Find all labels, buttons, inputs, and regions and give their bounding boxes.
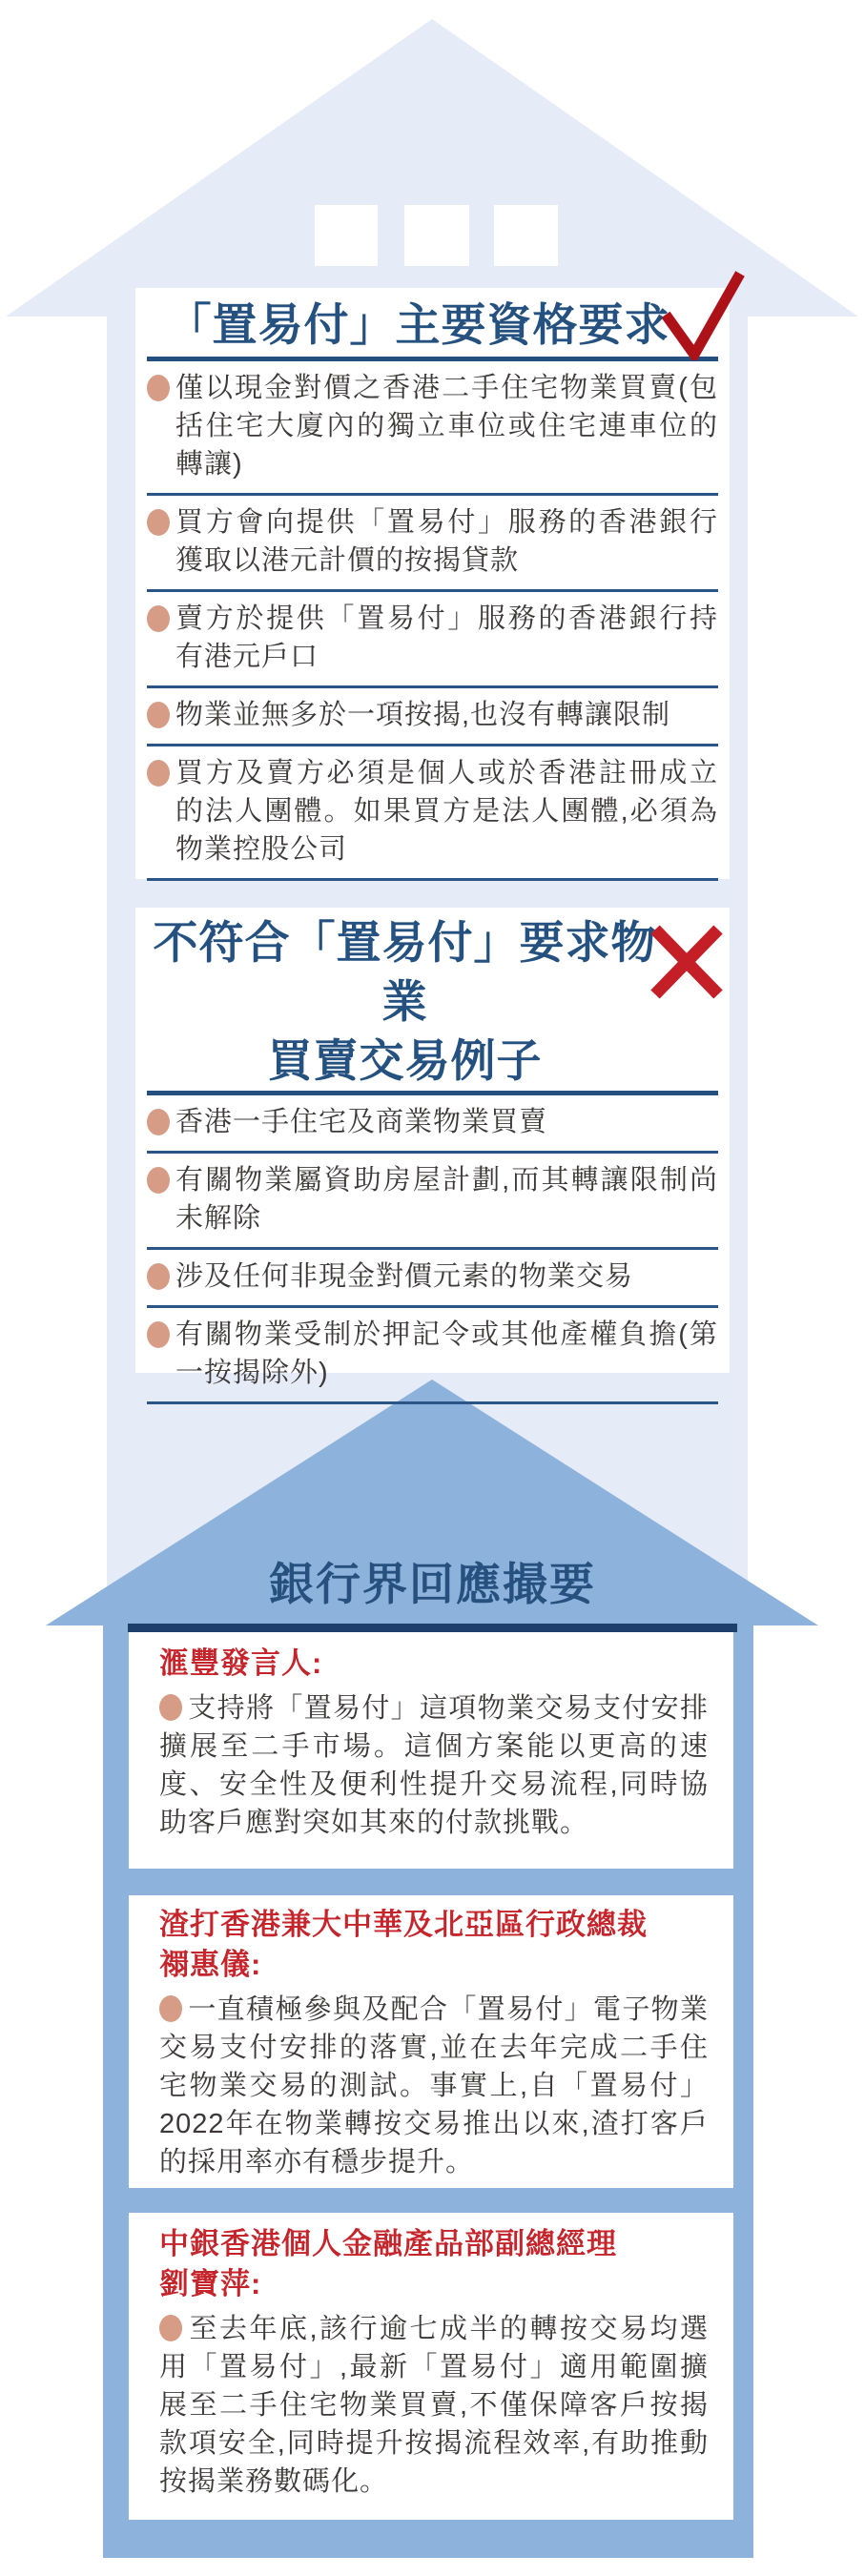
list-item-text: 有關物業屬資助房屋計劃,而其轉讓限制尚未解除 [175, 1165, 718, 1234]
bullet-dot-icon [159, 1995, 182, 2022]
list-item-text: 賣方於提供「置易付」服務的香港銀行持有港元戶口 [175, 603, 718, 672]
bullet-dot-icon [159, 1694, 182, 1721]
bank-card-heading [159, 2224, 709, 2304]
section-divider-bar [128, 1624, 737, 1632]
bullet-dot-icon [147, 375, 170, 401]
eligibility-card [135, 288, 730, 879]
bullet-dot-icon [147, 509, 170, 536]
list-item-text: 有關物業受制於押記令或其他產權負擔(第一按揭除外) [175, 1319, 718, 1388]
bank-card-heading [159, 1905, 709, 1985]
bullet-dot-icon [147, 1109, 170, 1135]
ineligible-list [147, 1095, 718, 1404]
list-item [147, 1095, 718, 1154]
eligibility-list [147, 361, 718, 881]
bullet-dot-icon [147, 1167, 170, 1194]
bank-card-hsbc [129, 1632, 733, 1869]
bank-heading-line2: 劉寶萍: [159, 2267, 262, 2300]
bullet-dot-icon [147, 760, 170, 787]
ineligible-title-line2: 買賣交易例子 [267, 1035, 543, 1086]
bank-card-quote: 一直積極參與及配合「置易付」電子物業交易支付安排的落實,並在去年完成二手住宅物業交易的測試。事實上,自「置易付」2022年在物業轉按交易推出以來,渣打客戶的採用率亦有穩步提升。 [159, 1994, 709, 2177]
bullet-dot-icon [147, 1321, 170, 1348]
list-item-text: 香港一手住宅及商業物業買賣 [175, 1107, 548, 1137]
eligibility-card-title: 「置易付」主要資格要求 [147, 294, 718, 361]
list-item [147, 361, 718, 496]
bank-card-text [159, 2310, 709, 2501]
bank-heading-line2: 禤惠儀: [159, 1948, 262, 1981]
bank-section-title: 銀行界回應撮要 [269, 1559, 596, 1609]
bank-card-text [159, 1689, 709, 1842]
list-item-text: 涉及任何非現金對價元素的物業交易 [175, 1261, 634, 1292]
list-item [147, 1250, 718, 1308]
bullet-dot-icon [147, 605, 170, 632]
bullet-dot-icon [159, 2315, 182, 2341]
bank-card-quote: 至去年底,該行逾七成半的轉按交易均選用「置易付」,最新「置易付」適用範圍擴展至二手住宅物業買賣,不僅保障客戶按揭款項安全,同時提升按揭流程效率,有助推動按揭業務數碼化。 [159, 2314, 709, 2497]
bank-card-bochk [129, 2213, 733, 2520]
x-mark-icon [649, 923, 725, 1001]
ineligible-title-line1: 不符合「置易付」要求物業 [153, 917, 657, 1027]
list-item-text: 買方及賣方必須是個人或於香港註冊成立的法人團體。如果買方是法人團體,必須為物業控股公司 [175, 758, 718, 865]
bank-card-heading: 滙豐發言人: [159, 1646, 323, 1680]
checkmark-icon [658, 271, 746, 360]
ineligible-card [135, 908, 730, 1388]
roof-window-3 [494, 205, 558, 266]
roof-window-1 [315, 205, 378, 266]
list-item [147, 746, 718, 881]
list-item [147, 1308, 718, 1404]
bank-heading-line1: 中銀香港個人金融產品部副總經理 [159, 2227, 617, 2260]
list-item-text: 買方會向提供「置易付」服務的香港銀行獲取以港元計價的按揭貸款 [175, 507, 718, 576]
bullet-dot-icon [147, 702, 170, 728]
list-item-text: 物業並無多於一項按揭,也沒有轉讓限制 [175, 700, 671, 730]
list-item [147, 1154, 718, 1250]
bank-card-text [159, 1991, 709, 2181]
bullet-dot-icon [147, 1263, 170, 1290]
list-item [147, 592, 718, 688]
list-item [147, 496, 718, 592]
bank-card-standard-chartered [129, 1895, 733, 2188]
list-item-text: 僅以現金對價之香港二手住宅物業買賣(包括住宅大廈內的獨立車位或住宅連車位的轉讓) [175, 373, 718, 480]
ineligible-card-title [147, 913, 718, 1095]
bank-card-quote: 支持將「置易付」這項物業交易支付安排擴展至二手市場。這個方案能以更高的速度、安全性及便利性提升交易流程,同時協助客戶應對突如其來的付款挑戰。 [159, 1693, 709, 1838]
list-item [147, 688, 718, 746]
roof-window-2 [404, 205, 469, 266]
bank-heading-line1: 渣打香港兼大中華及北亞區行政總裁 [159, 1908, 648, 1941]
